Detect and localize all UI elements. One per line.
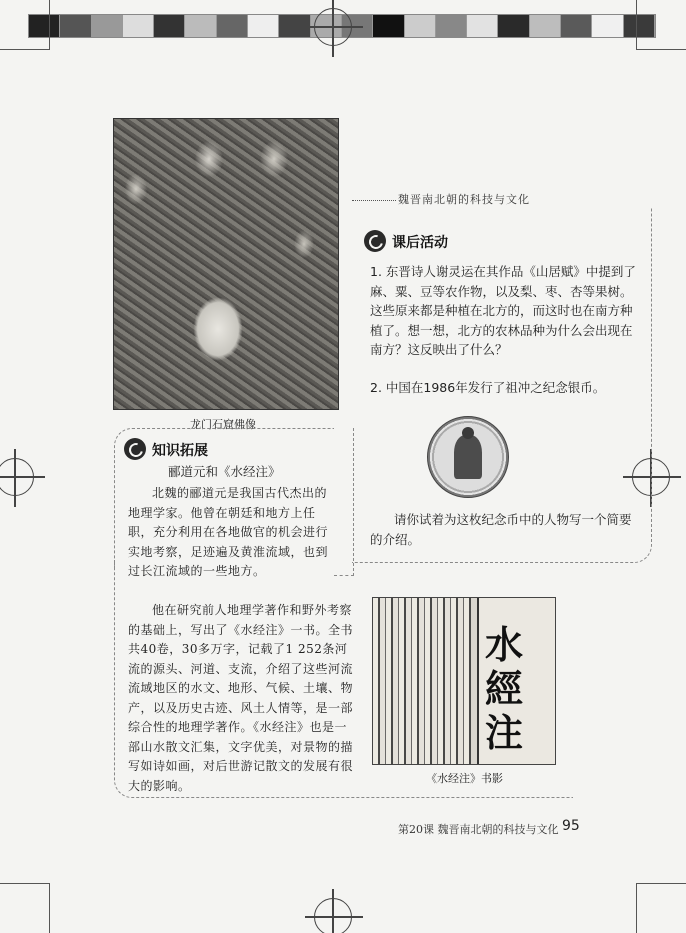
activity-item-2-continued: 请你试着为这枚纪念币中的人物写一个简要的介绍。 — [370, 512, 632, 547]
running-header-text: 魏晋南北朝的科技与文化 — [398, 193, 530, 206]
activity-item-1: 1. 东晋诗人谢灵运在其作品《山居赋》中提到了麻、粟、豆等农作物，以及梨、枣、杏等果树。这些原来都是种植在北方的，而这时也在南方种植了。想一想，北方的农林品种为什么会出现在南方？这反映出了什么？ — [370, 264, 636, 357]
shuijingzhu-book-photo — [372, 597, 556, 765]
crop-mark-bottom-right — [636, 883, 686, 933]
knowledge-subtitle: 郦道元和《水经注》 — [168, 464, 281, 479]
book-cover-char-2: 經 — [485, 666, 524, 711]
footer-lesson-title: 第20课 魏晋南北朝的科技与文化 — [398, 823, 559, 836]
crop-mark-top-left — [0, 0, 50, 50]
knowledge-icon — [124, 438, 146, 460]
activity-item-2: 2. 中国在1986年发行了祖冲之纪念银币。 — [370, 380, 606, 395]
book-cover-char-3: 注 — [485, 710, 524, 755]
book-cover-char-1: 水 — [485, 622, 524, 667]
knowledge-box-border-notch — [334, 428, 354, 576]
activity-icon — [364, 230, 386, 252]
crop-mark-top-right — [636, 0, 686, 50]
running-header — [352, 191, 672, 207]
crop-mark-bottom-left — [0, 883, 50, 933]
registration-mark-bottom — [314, 898, 352, 933]
knowledge-title: 知识拓展 — [152, 443, 208, 459]
knowledge-paragraph-1: 北魏的郦道元是我国古代杰出的地理学家。他曾在朝廷和地方上任职，充分利用在各地做官的机会进行实地考察，足迹遍及黄淮流域，也到过长江流域的一些地方。 — [128, 486, 329, 578]
header-dotted-rule — [352, 200, 396, 201]
longmen-grottoes-photo — [113, 118, 339, 410]
photo-caption-book: 《水经注》书影 — [426, 772, 503, 785]
knowledge-paragraph-2: 他在研究前人地理学著作和野外考察的基础上，写出了《水经注》一书。全书共40卷，30多万字，记载了1 252条河流的源头、河道、支流，介绍了这些河流流域地区的水文、地形、气候、土壤、物产，以及历史古迹、风土人情等，是一部综合性的地理学著作。《水经注》也是一部山水散文汇集，文字优美，对景物的描写如诗如画，对后世游记散文的发展有很大的影响。 — [128, 603, 354, 793]
page-number: 95 — [562, 818, 580, 834]
zu-chongzhi-coin-image — [427, 416, 509, 498]
registration-mark-left — [0, 458, 34, 496]
activity-title: 课后活动 — [392, 235, 448, 251]
photo-caption-longmen: 龙门石窟佛像 — [190, 418, 256, 431]
registration-mark-top — [314, 8, 352, 46]
